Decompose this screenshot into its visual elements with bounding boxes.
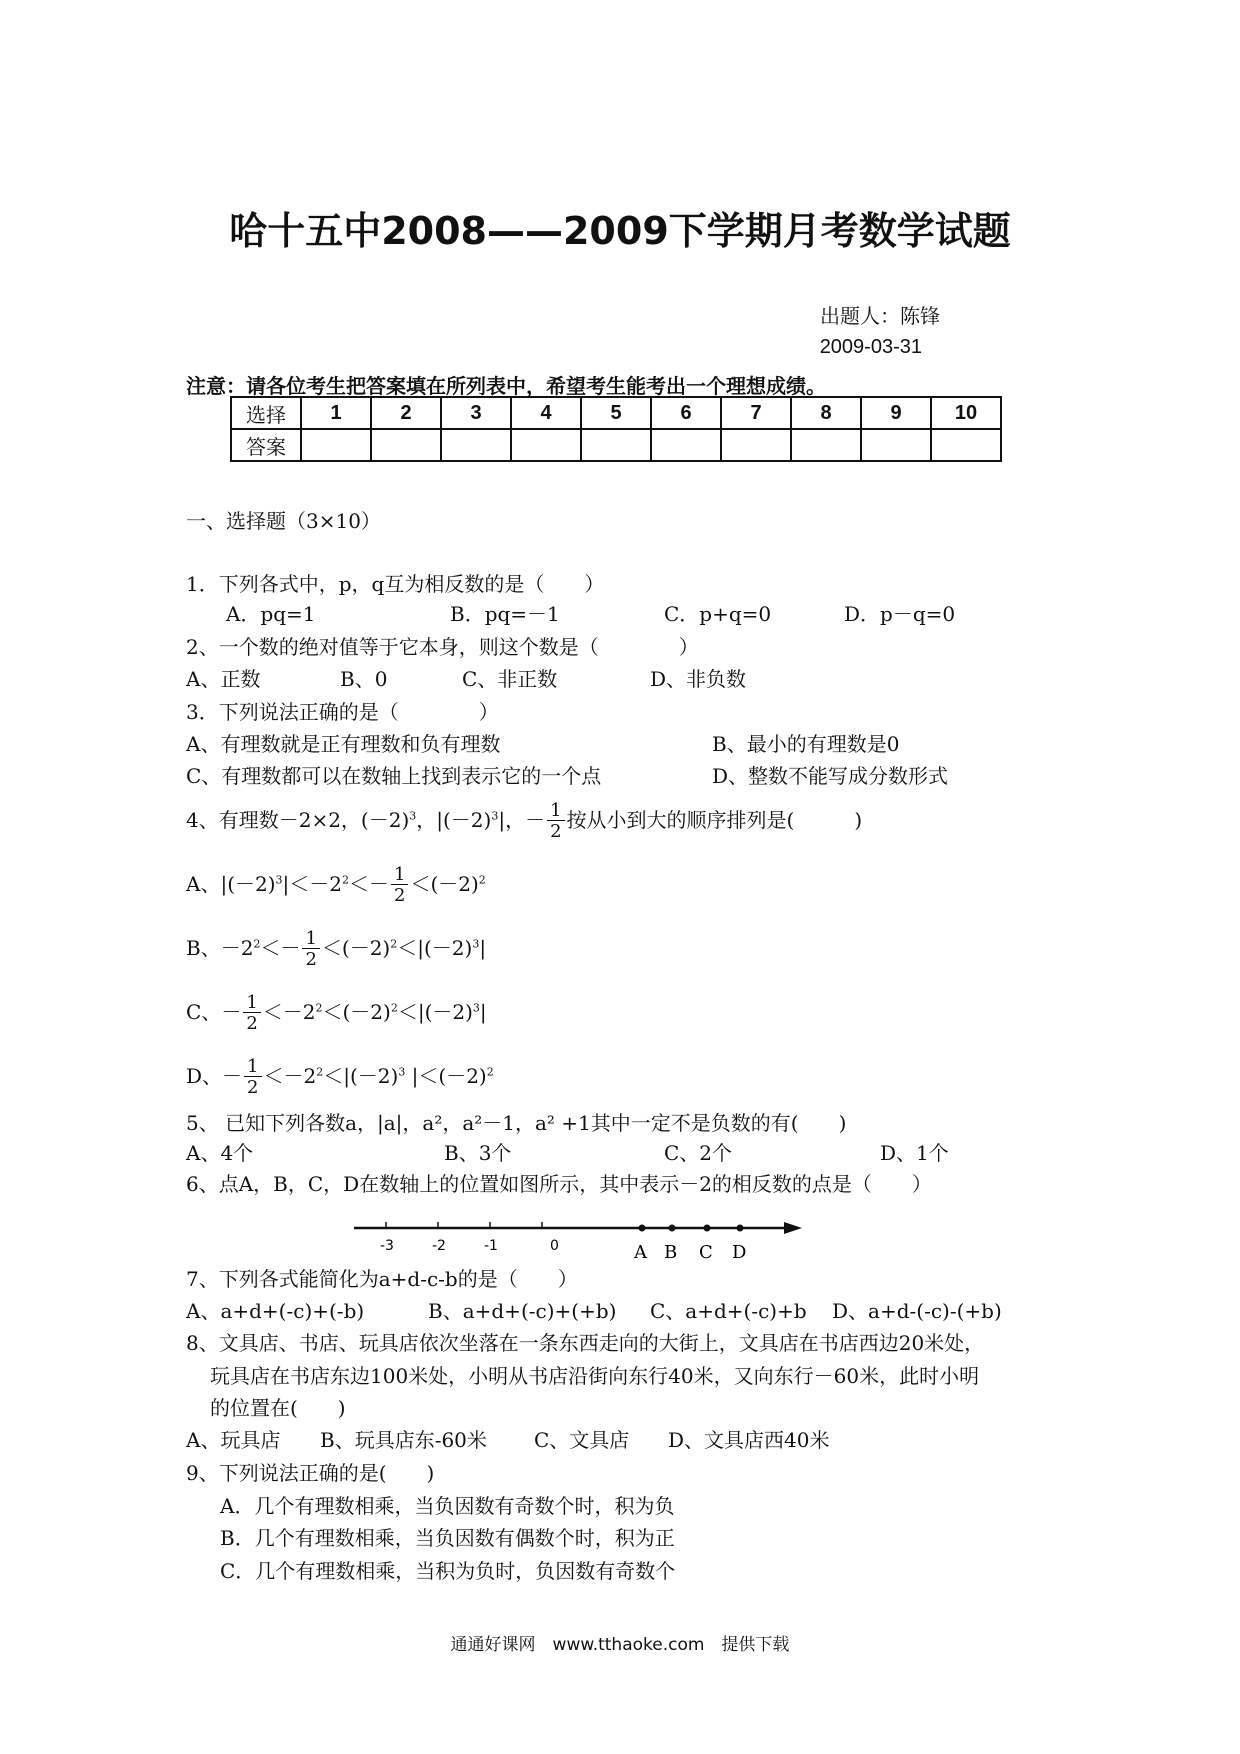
q8-option-c: C、文具店 [534,1428,630,1452]
row-label-answer: 答案 [231,429,301,461]
tick-label: 0 [550,1238,559,1254]
answer-cell[interactable] [791,429,861,461]
footer-text: 通通好课网 www.tthaoke.com 提供下载 [450,1635,790,1655]
q3-option-c: C、有理数都可以在数轴上找到表示它的一个点 [186,764,602,788]
q8-stem-line3: 的位置在( ) [210,1396,346,1420]
question-number: 8 [791,397,861,429]
row-label-choice: 选择 [231,397,301,429]
notice: 注意：请各位考生把答案填在所列表中，希望考生能考出一个理想成绩。 [186,374,826,398]
question-number: 2 [371,397,441,429]
q4-stem-part: ，|(－2) [416,808,492,832]
answer-cell[interactable] [441,429,511,461]
q8-stem-line1: 8、文具店、书店、玩具店依次坐落在一条东西走向的大街上，文具店在书店西边20米处， [186,1331,985,1355]
q2-stem: 2、一个数的绝对值等于它本身，则这个数是（ ） [186,635,699,659]
answer-cell[interactable] [371,429,441,461]
q5-option-d: D、1个 [880,1141,949,1165]
exam-date: 2009-03-31 [819,336,922,358]
answer-cell[interactable] [651,429,721,461]
q5-option-b: B、3个 [444,1141,512,1165]
q7-option-d: D、a+d-(-c)-(+b) [832,1299,1002,1323]
question-number: 7 [721,397,791,429]
q9-stem: 9、下列说法正确的是( ) [186,1461,435,1485]
point-label: C [699,1242,713,1263]
q2-option-a: A、正数 [186,667,261,691]
q2-option-d: D、非负数 [650,667,747,691]
point-c [704,1225,711,1232]
q8-option-d: D、文具店西40米 [668,1428,830,1452]
q4-stem-part: 4、有理数－2×2，(－2) [186,808,410,832]
number-line [340,1200,820,1270]
point-a [639,1225,646,1232]
q3-option-d: D、整数不能写成分数形式 [712,764,949,788]
point-label: B [664,1242,678,1263]
q8-option-b: B、玩具店东-60米 [320,1428,487,1452]
fraction: $\frac{1}{2}$ [391,866,408,905]
answer-table-answer-row [231,429,1001,461]
q4-stem-part: |，－ [498,808,546,832]
q6-stem: 6、点A，B，C，D在数轴上的位置如图所示，其中表示－2的相反数的点是（ ） [186,1172,932,1196]
point-b [669,1225,676,1232]
q4-option-d: D、－ $\frac{1}{2}$ $<-2^2<|(-2)^3$ $|<(-2)^2$ [186,1056,494,1098]
tick-label: -3 [380,1238,394,1254]
q3-option-b: B、最小的有理数是0 [712,732,900,756]
q4-option-b: B、$-2^2<-$ $\frac{1}{2}$ $<(-2)^2<|(-2)^3|$ [186,928,487,970]
question-number: 3 [441,397,511,429]
fraction: $\frac{1}{2}$ [243,994,260,1033]
q1-option-d: D．p－q=0 [844,602,956,626]
q2-option-b: B、0 [340,667,388,691]
q7-option-c: C、a+d+(-c)+b [650,1299,807,1323]
answer-cell[interactable] [511,429,581,461]
fraction: $\frac{1}{2}$ [547,802,564,841]
question-number: 5 [581,397,651,429]
answer-cell[interactable] [721,429,791,461]
question-number: 4 [511,397,581,429]
q1-option-b: B．pq=－1 [450,602,560,626]
question-number: 10 [931,397,1001,429]
answer-cell[interactable] [861,429,931,461]
q2-option-c: C、非正数 [462,667,558,691]
tick-label: -1 [484,1238,498,1254]
question-number: 6 [651,397,721,429]
q7-option-b: B、a+d+(-c)+(+b) [428,1299,617,1323]
q9-option-b: B．几个有理数相乘，当负因数有偶数个时，积为正 [220,1526,675,1550]
answer-table [230,396,1002,462]
q4-option-c: C、－ $\frac{1}{2}$ $<-2^2<(-2)^2<|(-2)^3|$ [186,992,487,1034]
answer-table-header-row [231,397,1001,429]
q9-option-c: C．几个有理数相乘，当积为负时，负因数有奇数个 [220,1559,676,1583]
answer-cell[interactable] [581,429,651,461]
q3-option-a: A、有理数就是正有理数和负有理数 [186,732,501,756]
q7-option-a: A、a+d+(-c)+(-b) [186,1299,365,1323]
section-heading: 一、选择题（3×10） [186,509,381,533]
answer-cell[interactable] [931,429,1001,461]
tick-label: -2 [432,1238,446,1254]
point-label: D [732,1242,747,1263]
question-number: 1 [301,397,371,429]
fraction: $\frac{1}{2}$ [244,1058,261,1097]
arrow-head-icon [784,1222,802,1234]
point-label: A [634,1242,647,1263]
author: 出题人：陈锋 [820,304,940,328]
q5-option-c: C、2个 [664,1141,733,1165]
fraction: $\frac{1}{2}$ [302,930,319,969]
q4-option-a: A、$|(-2)^3|<-2^2<-$ $\frac{1}{2}$ $<(-2)^2$ [186,864,486,906]
question-number: 9 [861,397,931,429]
q1-option-a: A．pq=1 [226,602,316,626]
q5-stem: 5、 已知下列各数a，|a|，a²，a²－1，a² +1其中一定不是负数的有( ) [186,1111,847,1135]
q4-stem-part: 按从小到大的顺序排列是( ) [566,808,863,832]
q1-option-c: C．p+q=0 [664,602,772,626]
q7-stem: 7、下列各式能简化为a+d-c-b的是（ ） [186,1267,578,1291]
q3-stem: 3．下列说法正确的是（ ） [186,700,499,724]
answer-cell[interactable] [301,429,371,461]
q9-option-a: A．几个有理数相乘，当负因数有奇数个时，积为负 [220,1494,675,1518]
q8-option-a: A、玩具店 [186,1428,281,1452]
q4-stem: 4、有理数－2×2，$(-2)^3$，$|(-2)^3|$，－ $\frac{1}{2}$ 按从小到大的顺序排列是( ) [186,800,863,842]
q5-option-a: A、4个 [186,1141,254,1165]
q1-stem: 1．下列各式中，p，q互为相反数的是（ ） [186,572,605,596]
point-d [737,1225,744,1232]
page-title: 哈十五中2008——2009下学期月考数学试题 [229,209,1011,253]
q8-stem-line2: 玩具店在书店东边100米处，小明从书店沿街向东行40米，又向东行－60米，此时小明 [210,1364,980,1388]
